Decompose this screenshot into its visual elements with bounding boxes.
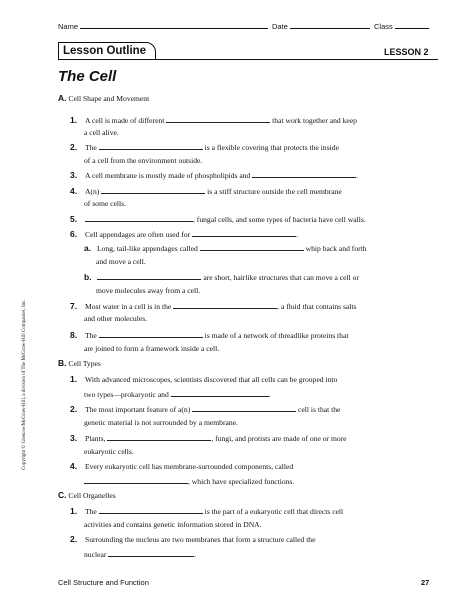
answer-blank[interactable] [99, 506, 203, 514]
name-label: Name [58, 22, 79, 31]
item-a6b-cont: move molecules away from a cell. [96, 286, 201, 295]
item-text: , fungi, and protists are made of one or more [211, 434, 347, 443]
item-a6b [84, 272, 359, 282]
item-text: are short, hairlike structures that can move a cell or [203, 273, 359, 282]
item-text: is made of a network of threadlike proteins that [204, 331, 349, 340]
item-text: With advanced microscopes, scientists discovered that all cells can be grouped into [85, 375, 338, 384]
item-text: cell is that the [298, 405, 341, 414]
answer-blank[interactable] [171, 389, 269, 397]
date-blank[interactable] [290, 20, 370, 29]
item-number: 4. [70, 186, 78, 196]
item-number: 2. [70, 404, 78, 414]
item-text: , a fluid that contains salts [277, 302, 357, 311]
footer-chapter: Cell Structure and Function [58, 578, 149, 587]
item-text: . [296, 230, 299, 239]
section-c-heading [58, 491, 116, 500]
item-number: 6. [70, 229, 78, 239]
answer-blank[interactable] [85, 214, 193, 222]
item-text: . [194, 550, 197, 559]
lesson-outline-label: Lesson Outline [63, 45, 147, 57]
section-a-heading [58, 94, 149, 103]
item-number: a. [84, 243, 92, 253]
item-text: Cell appendages are often used for [85, 230, 191, 239]
item-c2 [70, 535, 315, 544]
date-field [272, 20, 370, 31]
item-text: A cell membrane is mostly made of phospholipids and [85, 171, 251, 180]
item-c1-cont: activities and contains genetic information stored in DNA. [84, 520, 262, 529]
item-a7 [70, 301, 356, 311]
title-rule [58, 59, 438, 60]
answer-blank[interactable] [97, 272, 201, 280]
item-text: Most water in a cell is in the [85, 302, 172, 311]
answer-blank[interactable] [108, 549, 197, 559]
answer-blank[interactable] [200, 243, 304, 251]
section-letter: C. [58, 490, 67, 500]
copyright-notice: Copyright © Glencoe/McGraw-Hill, a division of The McGraw-Hill Companies, Inc. [22, 299, 27, 470]
date-label: Date [272, 22, 288, 31]
item-number: 7. [70, 301, 78, 311]
item-text: Long, tail-like appendages called [97, 244, 198, 253]
item-a6a [84, 243, 367, 253]
item-text: The most important feature of a(n) [85, 405, 191, 414]
item-b4-cont [84, 476, 294, 486]
item-a6 [70, 229, 298, 239]
answer-blank[interactable] [84, 476, 188, 484]
item-text: two types—prokaryotic and [84, 390, 169, 399]
item-text: Surrounding the nucleus are two membranes that form a structure called the [85, 535, 316, 544]
item-text: A(n) [85, 187, 100, 196]
name-blank[interactable] [80, 20, 268, 29]
item-a8 [70, 330, 348, 340]
item-a4 [70, 186, 342, 196]
item-text: , which have specialized functions. [188, 477, 295, 486]
item-a3 [70, 170, 358, 180]
item-text: is a stiff structure outside the cell membrane [207, 187, 342, 196]
item-text: that work together and keep [272, 116, 357, 125]
item-b1-cont [84, 389, 271, 399]
section-letter: A. [58, 93, 67, 103]
item-text: is a flexible covering that protects the inside [204, 143, 339, 152]
item-b4 [70, 462, 293, 471]
item-text: . [356, 171, 359, 180]
item-a1 [70, 115, 357, 125]
item-number: 8. [70, 330, 78, 340]
item-number: 1. [70, 115, 78, 125]
class-label: Class [374, 22, 393, 31]
item-number: 2. [70, 534, 78, 544]
item-c2-cont [84, 549, 196, 559]
class-blank[interactable] [395, 20, 429, 29]
answer-blank[interactable] [192, 404, 296, 412]
item-a2-cont: of a cell from the environment outside. [84, 156, 203, 165]
item-text: , fungal cells, and some types of bacteria have cell walls. [193, 215, 366, 224]
class-field [374, 20, 429, 31]
section-title: Cell Shape and Movement [68, 94, 150, 103]
item-number: 3. [70, 433, 78, 443]
item-b2 [70, 404, 340, 414]
answer-blank[interactable] [192, 229, 299, 239]
name-field [58, 20, 268, 31]
item-number: 1. [70, 374, 78, 384]
item-a5 [70, 214, 366, 224]
item-number: 3. [70, 170, 78, 180]
item-text: The [85, 507, 97, 516]
item-text: is the part of a eukaryotic cell that directs cell [204, 507, 344, 516]
item-a6a-cont: and move a cell. [96, 257, 146, 266]
answer-blank[interactable] [101, 186, 205, 194]
item-number: 4. [70, 461, 78, 471]
item-text: nuclear [84, 550, 107, 559]
item-text: The [85, 331, 97, 340]
lesson-number: LESSON 2 [384, 47, 429, 57]
item-text: The [85, 143, 97, 152]
item-text: Every eukaryotic cell has membrane-surrounded components, called [85, 462, 294, 471]
page-number: 27 [421, 578, 430, 587]
item-b2-cont: genetic material is not surrounded by a membrane. [84, 418, 238, 427]
item-number: 5. [70, 214, 78, 224]
item-a2 [70, 142, 339, 152]
answer-blank[interactable] [166, 115, 270, 123]
item-b3-cont: eukaryotic cells. [84, 447, 134, 456]
page-title: The Cell [58, 68, 117, 85]
section-title: Cell Organelles [68, 491, 116, 500]
answer-blank[interactable] [99, 330, 203, 338]
item-a1-cont: a cell alive. [84, 128, 119, 137]
section-b-heading [58, 359, 101, 368]
section-title: Cell Types [68, 359, 101, 368]
item-a8-cont: are joined to form a framework inside a cell. [84, 344, 220, 353]
item-c1 [70, 506, 343, 516]
answer-blank[interactable] [173, 301, 277, 309]
answer-blank[interactable] [107, 433, 211, 441]
item-number: 2. [70, 142, 78, 152]
item-text: Plants, [85, 434, 106, 443]
answer-blank[interactable] [99, 142, 203, 150]
item-a4-cont: of some cells. [84, 199, 126, 208]
item-b1 [70, 375, 337, 384]
answer-blank[interactable] [252, 170, 359, 180]
item-text: . [268, 390, 271, 399]
item-number: b. [84, 272, 92, 282]
item-text: A cell is made of different [85, 116, 165, 125]
section-letter: B. [58, 358, 67, 368]
item-a7-cont: and other molecules. [84, 314, 148, 323]
item-number: 1. [70, 506, 78, 516]
item-text: whip back and forth [305, 244, 367, 253]
item-b3 [70, 433, 347, 443]
